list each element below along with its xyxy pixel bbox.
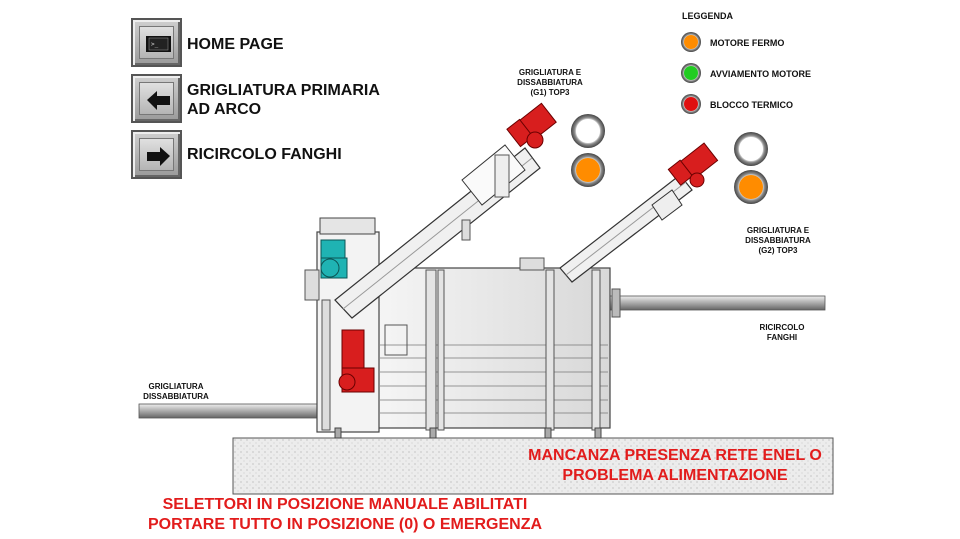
ricircolo-pipe	[610, 296, 825, 310]
svg-text:>_: >_	[151, 41, 159, 48]
prev-page-label: GRIGLIATURA PRIMARIA AD ARCO	[187, 82, 380, 118]
g1-label: GRIGLIATURA E DISSABBIATURA (G1) TOP3	[517, 68, 583, 97]
legend-label-avviamento: AVVIAMENTO MOTORE	[710, 69, 812, 79]
inlet-label: GRIGLIATURA DISSABBIATURA	[143, 382, 209, 401]
legend-label-blocco: BLOCCO TERMICO	[710, 100, 793, 110]
main-tank	[378, 268, 610, 428]
ricircolo-label: RICIRCOLO FANGHI	[759, 323, 805, 342]
inlet-pipe	[139, 404, 329, 418]
g2-label: GRIGLIATURA E DISSABBIATURA (G2) TOP3	[745, 226, 811, 255]
next-page-label: RICIRCOLO FANGHI	[187, 146, 342, 163]
motor-teal	[321, 240, 347, 278]
motor-g1	[507, 103, 556, 148]
alarm-enel: MANCANZA PRESENZA RETE ENEL O PROBLEMA ALIMENTAZIONE	[528, 447, 822, 484]
alarm-selettori: SELETTORI IN POSIZIONE MANUALE ABILITATI PORTARE TUTTO IN POSIZIONE (0) O EMERGENZA	[147, 496, 543, 533]
legend-label-fermo: MOTORE FERMO	[710, 38, 785, 48]
home-page-label: HOME PAGE	[187, 36, 284, 53]
legend-title: LEGGENDA	[682, 11, 734, 21]
